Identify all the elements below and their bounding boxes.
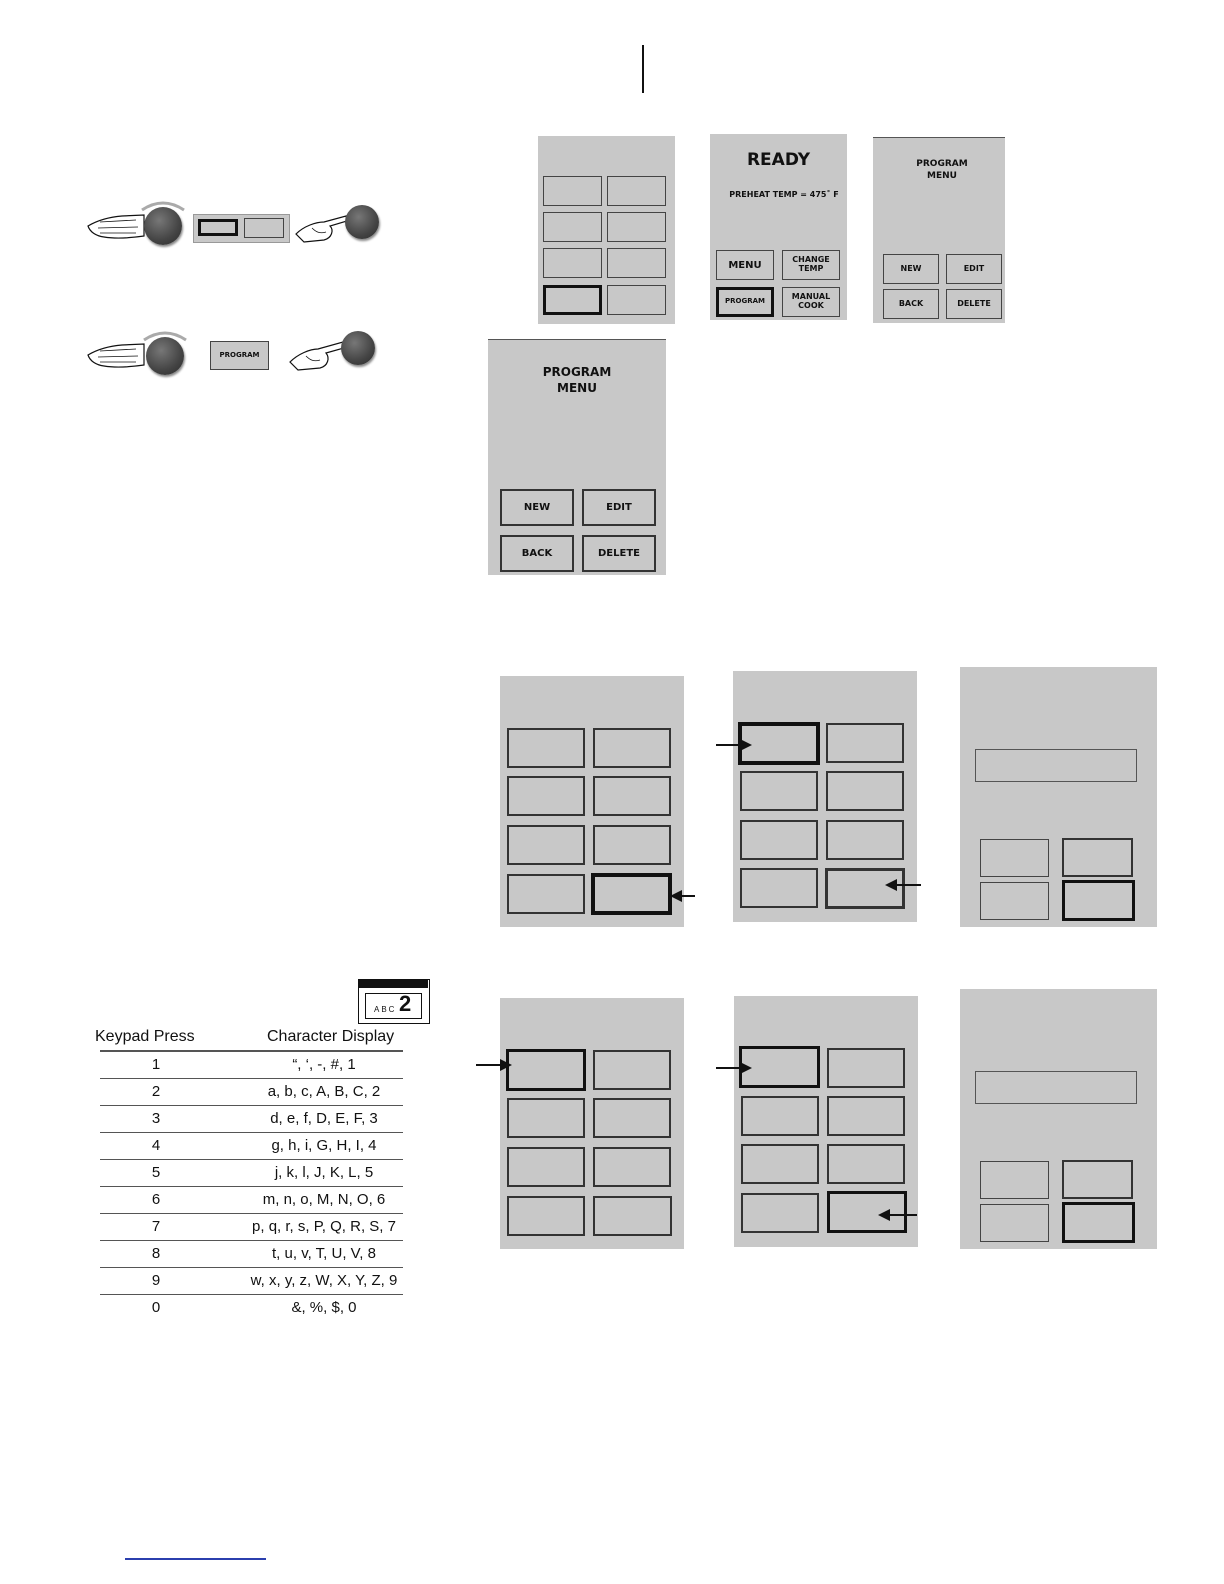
- table-row: [100, 1106, 403, 1133]
- keypad-cell: 9: [151, 1272, 161, 1289]
- screen-key: [607, 176, 666, 206]
- title-line: PROGRAM: [916, 159, 968, 169]
- screen-key: [826, 723, 904, 763]
- keypad-cell: 7: [151, 1218, 161, 1235]
- screen-ready: [710, 134, 847, 320]
- program-button-icon: PROGRAM: [210, 341, 269, 370]
- screen-key-selected: [543, 285, 602, 315]
- delete-button: DELETE: [946, 289, 1002, 319]
- screen-key: [607, 212, 666, 242]
- keypad-icon-face: [365, 993, 422, 1019]
- screen-keypad-b1: [500, 998, 684, 1249]
- knob-rotate-arc-icon: [138, 198, 188, 212]
- table-header-character-display: Character Display: [267, 1028, 395, 1045]
- keypad-cell: 0: [151, 1299, 161, 1316]
- screen-key: [740, 771, 818, 811]
- screen-program-menu-small: [873, 137, 1005, 323]
- keypad-cell: 2: [151, 1083, 161, 1100]
- table-row: [100, 1052, 403, 1079]
- control-knob-icon: [144, 207, 182, 245]
- screen-key: [827, 1048, 905, 1088]
- screen-key: [593, 1147, 671, 1187]
- screen-key-selected: [506, 1049, 586, 1091]
- screen-name-entry-a: [960, 667, 1157, 927]
- character-cell: &, %, $, 0: [291, 1299, 357, 1316]
- character-cell: g, h, i, G, H, I, 4: [271, 1137, 377, 1154]
- screen-key: [826, 820, 904, 860]
- keypad-cell: 3: [151, 1110, 161, 1127]
- screen-key: [741, 1193, 819, 1233]
- program-menu-title: [873, 158, 1011, 182]
- character-cell: d, e, f, D, E, F, 3: [270, 1110, 378, 1127]
- pointer-arrow: [880, 1214, 917, 1216]
- screen-key: [980, 839, 1049, 877]
- screen-key-selected: [827, 1191, 907, 1233]
- back-button: BACK: [883, 289, 939, 319]
- screen-key-selected: [1062, 880, 1135, 921]
- back-button: BACK: [500, 535, 574, 572]
- character-cell: m, n, o, M, N, O, 6: [262, 1191, 386, 1208]
- menu-button: MENU: [716, 250, 774, 280]
- edit-button: EDIT: [946, 254, 1002, 284]
- name-entry-field: [975, 749, 1137, 782]
- change-temp-button: CHANGE TEMP: [782, 250, 840, 280]
- screen-key: [507, 776, 585, 816]
- table-row: [100, 1079, 403, 1106]
- screen-key: [741, 1144, 819, 1184]
- screen-key: [607, 285, 666, 315]
- program-button: PROGRAM: [716, 287, 774, 317]
- name-entry-field: [975, 1071, 1137, 1104]
- screen-key: [980, 882, 1049, 920]
- screen-key: [507, 1196, 585, 1236]
- screen-key: [740, 820, 818, 860]
- pointer-arrow: [672, 895, 695, 897]
- page-divider: [642, 45, 644, 93]
- screen-key: [507, 728, 585, 768]
- screen-key: [543, 176, 602, 206]
- screen-key: [607, 248, 666, 278]
- keypad-2-icon: [358, 979, 430, 1024]
- screen-key-selected: [1062, 1202, 1135, 1243]
- footer-rule: [125, 1558, 266, 1560]
- screen-key: [980, 1161, 1049, 1199]
- pointing-finger-icon: [294, 210, 349, 244]
- keypad-cell: 1: [151, 1056, 161, 1073]
- screen-key: [980, 1204, 1049, 1242]
- screen-name-entry-b: [960, 989, 1157, 1249]
- pointing-finger-icon: [288, 336, 346, 372]
- screen-key: [740, 868, 818, 908]
- keypad-icon-letters: ABC: [374, 1005, 397, 1014]
- screen-program-menu-large: [488, 339, 666, 575]
- screen-key: [593, 1196, 672, 1236]
- table-row: [100, 1241, 403, 1268]
- screen-key: [1062, 838, 1133, 877]
- new-button: NEW: [500, 489, 574, 526]
- control-knob-icon: [341, 331, 375, 365]
- table-row: [100, 1295, 403, 1321]
- character-cell: t, u, v, T, U, V, 8: [272, 1245, 376, 1262]
- title-line: MENU: [927, 171, 957, 182]
- edit-button: EDIT: [582, 489, 656, 526]
- screen-key: [507, 1098, 585, 1138]
- screen-key: [593, 776, 671, 816]
- keypad-icon-number: 2: [399, 991, 412, 1016]
- screen-key-selected: [591, 873, 672, 915]
- keypad-icon-header: [359, 980, 428, 988]
- screen-key: [593, 1050, 671, 1090]
- pointer-arrow: [887, 884, 921, 886]
- preheat-text: PREHEAT TEMP = 475˚ F: [729, 190, 839, 199]
- screen-key: [741, 1096, 819, 1136]
- keypad-cell: 4: [151, 1137, 161, 1154]
- new-button: NEW: [883, 254, 939, 284]
- control-knob-icon: [345, 205, 379, 239]
- delete-button: DELETE: [582, 535, 656, 572]
- character-cell: w, x, y, z, W, X, Y, Z, 9: [250, 1272, 398, 1289]
- screen-key: [593, 1098, 671, 1138]
- screen-key: [507, 825, 585, 865]
- screen-keypad-a1: [500, 676, 684, 927]
- character-cell: j, k, l, J, K, L, 5: [274, 1164, 374, 1181]
- keypad-cell: 5: [151, 1164, 161, 1181]
- manual-cook-button: MANUAL COOK: [782, 287, 840, 317]
- screen-key: [543, 212, 602, 242]
- screen-key: [507, 1147, 585, 1187]
- title-line: MENU: [557, 381, 597, 396]
- screen-key: [543, 248, 602, 278]
- table-row: [100, 1214, 403, 1241]
- screen-key: [593, 728, 671, 768]
- screen-keypad-home: [538, 136, 675, 324]
- character-cell: “, ‘, -, #, 1: [292, 1056, 356, 1073]
- table-row: [100, 1268, 403, 1295]
- keypad-cell: 8: [151, 1245, 161, 1262]
- character-cell: p, q, r, s, P, Q, R, S, 7: [252, 1218, 396, 1235]
- control-knob-icon: [146, 337, 184, 375]
- table-header-keypad-press: Keypad Press: [95, 1028, 195, 1045]
- knob-rotate-arc-icon: [140, 328, 190, 342]
- screen-key: [827, 1096, 905, 1136]
- pointer-arrow: [716, 1067, 750, 1069]
- screen-key: [1062, 1160, 1133, 1199]
- table-row: [100, 1187, 403, 1214]
- screen-keypad-b2: [734, 996, 918, 1247]
- keypad-cell: 6: [151, 1191, 161, 1208]
- title-line: PROGRAM: [542, 365, 612, 379]
- table-row: [100, 1160, 403, 1187]
- program-menu-title: [488, 364, 666, 396]
- screen-key: [826, 771, 904, 811]
- pointer-arrow: [716, 744, 750, 746]
- screen-key: [507, 874, 585, 914]
- pointer-arrow: [476, 1064, 510, 1066]
- button-pair-icon: [193, 214, 290, 243]
- character-cell: a, b, c, A, B, C, 2: [267, 1083, 381, 1100]
- screen-key: [593, 825, 671, 865]
- ready-title: READY: [746, 150, 811, 170]
- table-row: [100, 1133, 403, 1160]
- screen-key: [827, 1144, 905, 1184]
